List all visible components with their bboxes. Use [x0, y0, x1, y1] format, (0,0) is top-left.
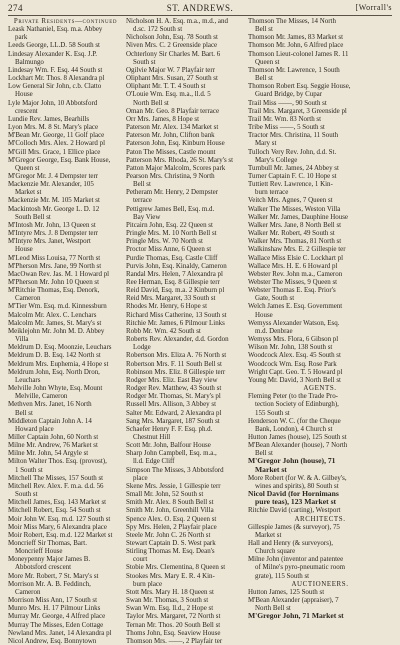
- entry-line: Bank, London), 4 Church st: [255, 424, 333, 433]
- entry-line: Moir Miss Mary, 6 Alexandra place: [8, 522, 107, 531]
- entry-line: court: [133, 555, 148, 564]
- entry-line: Lyon Mrs. M. 8 St. Mary's place: [8, 123, 99, 132]
- entry-line: burn place: [133, 579, 163, 588]
- entry-line: Low General Sir John, c.b. Clatto: [8, 82, 102, 91]
- entry-line: Meldrum D. Esq. Moonzie, Leuchars: [8, 343, 112, 352]
- entry-line: North Bell st: [133, 98, 169, 107]
- entry-line: Simpson The Misses, 3 Abbotsford: [126, 465, 224, 474]
- entry-line: Malcolm Mr. Alex. C. Lenchars: [8, 310, 97, 319]
- entry-line: Stirling Thomas M. Esq. Dean's: [126, 547, 215, 556]
- advert-entry-line: M'Gregor John (house), 71: [248, 457, 336, 466]
- entry-line: Henderson W. C. (for the Cheque: [248, 416, 341, 425]
- entry-line: Moncrieff House: [15, 547, 63, 556]
- entry-line: Hutton James (house), 125 South st: [248, 432, 347, 441]
- entry-line: Smith Mr. John, Greenhill Villa: [126, 506, 214, 515]
- entry-line: Milne Mr. Andrew, 76 Market st: [8, 441, 98, 450]
- entry-line: Wilson Mr. John, 138 South st: [248, 343, 333, 352]
- entry-line: Turnbull Mr. James, 24 Abbey st: [248, 163, 339, 172]
- entry-line: M'Intyre Mrs. J. 8 Dempster terr: [8, 229, 99, 238]
- advert-entry-line: Market st: [255, 465, 287, 474]
- entry-line: burn terrace: [255, 188, 289, 197]
- entry-line: Ochterlony Sir Charles M. Bart. 6: [126, 49, 221, 58]
- entry-line: Pearson Mrs. Christina, 9 North: [126, 171, 215, 180]
- entry-line: Gillespie James (& surveyor), 75: [248, 522, 340, 531]
- entry-line: Wright Capt. Geo. T. 5 Howard pl: [248, 367, 343, 376]
- entry-line: Lindesay Wm. F. Esq. 44 South st: [8, 65, 103, 74]
- entry-line: Woodcock Wm. Esq. Rose Park: [248, 359, 337, 368]
- entry-line: Swan Wm. Esq. ll.d., 2 Hope st: [126, 604, 214, 613]
- entry-line: Moir John W. Esq. m.d. 127 South st: [8, 514, 111, 523]
- entry-line: Market st: [255, 530, 282, 539]
- section-heading: AUCTIONEERS.: [291, 579, 349, 588]
- entry-line: M'Bean Alexander (house), 7 North: [248, 441, 348, 450]
- entry-line: Sang Mrs. Margaret, 187 South st: [126, 416, 220, 425]
- entry-line: Roberts Rev. Alexander, d.d. Gordon: [126, 335, 229, 344]
- entry-line: Petheram Mr. Henry, 2 Dempster: [126, 188, 219, 197]
- entry-line: m.d. Denbrae: [255, 326, 293, 335]
- entry-line: Walker Mr. James, Dauphine House: [248, 212, 349, 221]
- entry-line: Ree Herman, Esq. 8 Gillespie terr: [126, 278, 220, 286]
- entry-line: M'Gregor Mr. J. 4 Dempster terr: [8, 171, 99, 180]
- entry-line: Wemyss Mrs. Flora, 6 Gibson pl: [248, 335, 339, 344]
- entry-line: Mackenzie Mr. Alexander, 105: [8, 180, 94, 189]
- entry-line: Smith Mr. Alex. 8 South Bell st: [126, 498, 214, 507]
- entry-line: Randal Mrs. Helen, 7 Alexandra pl: [126, 269, 223, 278]
- entry-line: MacOwan Rev. Jas. M. 1 Howard pl: [8, 269, 110, 278]
- entry-line: 155 South st: [255, 408, 290, 417]
- entry-line: House: [255, 310, 273, 319]
- column-right: [248, 17, 392, 621]
- entry-line: Church square: [255, 547, 296, 556]
- entry-line: Paterson John, Esq. Kinburn House: [126, 139, 225, 148]
- entry-line: Miller Captain John, 60 North st: [8, 432, 99, 441]
- entry-line: Steele Mr. John C. 26 North st: [126, 530, 211, 539]
- entry-line: South st: [133, 57, 156, 66]
- entry-line: Walker Mr. Robert, 49 South st: [248, 229, 335, 238]
- column-left: [8, 17, 123, 645]
- entry-line: South st: [15, 490, 38, 499]
- entry-line: Malcolm Mr. James, St. Mary's st: [8, 318, 102, 327]
- entry-line: Mackintosh Mr. George L. D. 12: [8, 204, 100, 213]
- entry-line: Wallace Mrs. H. E. 6 Howard pl: [248, 261, 338, 270]
- advert-entry-line: pure teas), 123 Market st: [255, 498, 337, 507]
- entry-line: Skene Mrs. Jessie, 1 Gillespie terr: [126, 481, 221, 490]
- entry-line: Thomson Lieut-colonel James R. 11: [248, 49, 349, 58]
- entry-line: Ritchie David (carting), Westport: [248, 506, 341, 515]
- entry-line: Ternan Mr. Thos. 20 South Bell st: [126, 620, 221, 629]
- entry-line: Lodge: [133, 343, 151, 352]
- entry-line: Queen st: [15, 163, 40, 172]
- entry-line: Tuttiett Rev. Lawrence, 1 Kin-: [248, 180, 333, 189]
- entry-line: Robinson Mrs. Eliz. 8 Gillespie terr: [126, 367, 226, 376]
- entry-line: Lockhart Mr. Thos. 8 Alexandra pl: [8, 74, 105, 83]
- entry-line: House: [15, 90, 33, 99]
- entry-line: Reid David, Esq. m.a. 2 Kinburn pl: [126, 286, 225, 295]
- entry-line: Nicol Andrew, Esq. Bonnytown: [8, 636, 97, 645]
- entry-line: Wallace Miss Elsie C. Lockhart pl: [248, 253, 344, 262]
- entry-line: Middleton Captain John A. 14: [8, 416, 92, 425]
- entry-line: Leuchars: [15, 375, 41, 384]
- entry-line: Mitchell Robert, Esq. 54 South st: [8, 506, 101, 515]
- entry-line: Moneypenny Major James B.: [8, 555, 91, 564]
- entry-line: Niven Mrs. C. 2 Greenside place: [126, 41, 218, 50]
- entry-line: Purdie Thomas, Esq. Castle Cliff: [126, 253, 218, 262]
- entry-line: Leeds George, LL.D. 58 South st: [8, 41, 100, 50]
- entry-line: Stobie Mrs. Clementina, 8 Queen st: [126, 563, 226, 572]
- entry-line: Russell Mrs. Allison, 3 Abbey st: [126, 400, 217, 409]
- entry-line: More Robert (for W. & A. Gilbey's,: [248, 473, 347, 482]
- entry-line: Ritchie Mr. James, 6 Pilmour Links: [126, 318, 225, 327]
- column-middle: [126, 17, 244, 645]
- entry-line: Meiklejohn Mr. John M. D. Abbey: [8, 326, 105, 335]
- entry-line: Patterson Mrs. Rhoda, 26 St. Mary's st: [126, 155, 234, 164]
- entry-line: d.sc. 172 South st: [133, 25, 183, 34]
- entry-line: Pringle Mrs. M. 10 North Bell st: [126, 229, 217, 238]
- entry-line: Salter Mr. Edward, 2 Alexandra pl: [126, 408, 222, 417]
- entry-line: Lindesay Alexander K. Esq. J.P.: [8, 49, 98, 58]
- entry-line: 1 South st: [15, 465, 43, 474]
- entry-line: Schaefer Henry F. F. Esq. ph.d.: [126, 424, 213, 433]
- page-title: ST. ANDREWS.: [166, 3, 234, 13]
- entry-line: M'Ritchie Thomas, Esq. Denork,: [8, 286, 100, 295]
- entry-line: Fleming Peter (to the Trade Pro-: [248, 392, 338, 401]
- entry-line: Thoms John, Esq. Seaview House: [126, 628, 221, 637]
- entry-line: Ogilvie Major W. 7 Playfair terr: [126, 65, 216, 74]
- entry-line: South Bell st: [15, 212, 51, 221]
- entry-line: park: [15, 33, 28, 42]
- entry-line: place: [133, 473, 148, 482]
- entry-line: Hall and Henry (& surveyors),: [248, 539, 333, 547]
- advert-entry-line: Nicol David (for Hornimans: [248, 490, 339, 499]
- page-number: 274: [8, 3, 23, 13]
- entry-line: Market st: [15, 188, 42, 197]
- entry-line: Bell st: [255, 25, 273, 34]
- entry-line: Rodger Rev. Matthew, 43 South st: [126, 384, 222, 393]
- entry-line: Mitchell The Misses, 157 South st: [8, 473, 104, 482]
- entry-line: Sharp John Campbell, Esq. m.a.,: [126, 449, 217, 458]
- entry-line: Spence Alex. O. Esq. 2 Queen st: [126, 514, 217, 523]
- entry-line: Bell st: [133, 180, 151, 189]
- entry-line: Bell st: [255, 449, 273, 458]
- entry-line: Robb Mr. Wm. 42 South st: [126, 326, 201, 335]
- entry-line: Morrison Miss Ann, 17 South st: [8, 596, 98, 605]
- entry-line: Paterson Mr. John, Clifton bank: [126, 131, 215, 140]
- entry-line: Bay View: [133, 212, 161, 221]
- entry-line: Cameron: [15, 587, 41, 596]
- entry-line: Mary's College: [255, 155, 298, 164]
- entry-line: wines and spirits), 80 South st: [255, 481, 339, 490]
- entry-line: Howard place: [15, 424, 54, 433]
- section-heading: ARCHITECTS.: [294, 514, 346, 523]
- entry-line: Trail Mr. Wm. 83 North st: [248, 114, 322, 123]
- advert-entry-line: M'Gregor John, 71 Market st: [248, 612, 344, 621]
- entry-line: Murray The Misses, Eden Cottage: [8, 620, 104, 629]
- entry-line: More Mr. Robert, 7 St. Mary's st: [8, 571, 99, 580]
- entry-line: Veitch Mrs. Agnes, 7 Queen st: [248, 196, 333, 205]
- entry-line: Thomson Mrs. ——, 2 Playfair ter: [126, 636, 223, 645]
- entry-line: Walker Mrs. Jane, 8 North Bell st: [248, 220, 342, 229]
- entry-line: Morrison Mr. A. B. Feddinch,: [8, 579, 91, 588]
- entry-line: Taylor Mrs. Margaret, 72 North st: [126, 612, 221, 621]
- entry-line: M'Leod Miss Louisa, 77 North st: [8, 253, 101, 262]
- entry-line: Cameron: [15, 294, 41, 303]
- entry-line: Thomson Mr. James, 83 Market st: [248, 33, 343, 42]
- entry-line: Meldrum Mrs. Euphemia, 4 Hope st: [8, 359, 109, 368]
- entry-line: Mitchell James, Esq. 143 Market st: [8, 498, 107, 507]
- entry-line: crescent: [15, 106, 38, 115]
- entry-line: Oliphant Mrs. Susan, 27 South st: [126, 74, 218, 83]
- entry-line: Woodcock Alex. Esq. 45 South st: [248, 351, 341, 360]
- entry-line: Tulloch Very Rev. John, d.d. St.: [248, 147, 337, 156]
- entry-line: Lundie Rev. James, Bearhills: [8, 114, 90, 123]
- entry-line: Walker The Misses, Weston Villa: [248, 204, 341, 213]
- entry-line: Moir Robert, Esq. m.d. 122 Market st: [8, 530, 113, 539]
- entry-line: Turner Captain F. C. 10 Hope st: [248, 171, 337, 180]
- entry-line: Milne Mr. John, 54 Argyle st: [8, 449, 89, 458]
- entry-line: Nicholson H. A. Esq. m.a., m.d., and: [126, 17, 228, 25]
- entry-line: Pettigrew James Bell, Esq. m.d.: [126, 204, 215, 213]
- entry-line: terrace: [133, 196, 152, 205]
- entry-line: ll.d. Edge Cliff: [133, 457, 175, 466]
- entry-line: Munro Mrs. H. 17 Pilmour Links: [8, 604, 101, 613]
- entry-line: Leask Nathaniel, Esq. m.a. Abbey: [8, 25, 103, 34]
- entry-line: Guard Bridge, by Cupar: [255, 90, 323, 99]
- entry-line: Robertson Mrs. Eliza A. 76 North st: [126, 351, 227, 360]
- entry-line: Rhodes Mr. Henry, 6 Hope st: [126, 302, 208, 311]
- entry-line: Mary st: [255, 139, 277, 148]
- entry-line: Meldrum John, Esq. North Dron,: [8, 367, 100, 376]
- entry-line: Bell st: [15, 408, 33, 417]
- entry-line: Melville, Cameron: [15, 392, 68, 401]
- entry-line: M'Pherson Mr. John 10 Queen st: [8, 278, 100, 286]
- entry-line: Trail Mrs. Margaret, 3 Greenside pl: [248, 106, 347, 115]
- entry-line: Walker Mrs. Thomas, 81 North st: [248, 237, 342, 246]
- entry-line: Murray Mr. George, 4 Alfred place: [8, 612, 106, 621]
- section-heading: AGENTS.: [303, 384, 337, 393]
- entry-line: M'Intosh Mr. John, 13 Queen st: [8, 220, 96, 229]
- entry-line: grate), 115 South st: [255, 571, 310, 580]
- entry-line: Paton The Misses, Castle mount: [126, 147, 216, 156]
- entry-line: Methven Mrs. Janet, 16 North: [8, 400, 92, 409]
- entry-line: Wemyss Alexander Watson, Esq.: [248, 318, 340, 327]
- entry-line: Young Mr. David, 3 North Bell st: [248, 375, 341, 384]
- entry-line: Rodger Mr. Thomas, St. Mary's pl: [126, 392, 221, 401]
- entry-line: North Bell st: [255, 604, 291, 613]
- columns: [8, 17, 392, 645]
- entry-line: Rodger Mrs. Eliz. East Bay view: [126, 375, 218, 384]
- header-rule: [8, 15, 392, 16]
- entry-line: Swan Mr. Thomas, 3 South st: [126, 596, 209, 605]
- entry-line: M'Bean Alexander (appraiser), 7: [248, 596, 339, 605]
- entry-line: Balmungo: [15, 57, 44, 66]
- entry-line: M'Tier Wm. Esq. m.d. Kinnessburn: [8, 302, 107, 311]
- entry-line: Newland Mrs. Janet, 14 Alexandra pl: [8, 628, 112, 637]
- entry-line: Hutton James, 125 South st: [248, 587, 325, 596]
- entry-line: Moncrieff Sir Thomas, Bart.: [8, 539, 87, 547]
- entry-line: tection Society of Edinburgh),: [255, 400, 339, 409]
- entry-line: Purvis John, Esq. Kinaldy, Cameron: [126, 261, 227, 270]
- entry-line: Tribe Miss ——, 5 South st: [248, 123, 325, 132]
- entry-line: Walkinshaw Mrs. E. 2 Gillespie ter: [248, 245, 346, 254]
- entry-line: Stewart Captain D. S. West park: [126, 539, 216, 547]
- directory-name: [Worrall's: [355, 3, 392, 12]
- entry-line: Mackenzie Mr. M. 105 Market st: [8, 196, 100, 205]
- entry-line: M'Pherson Mrs. Jane, 99 North st: [8, 261, 102, 270]
- section-heading: Private Residents—continued: [13, 17, 118, 25]
- entry-line: Small Mr. John, 52 South st: [126, 490, 204, 499]
- entry-line: Mitchell Rev. Alex. F. m.a. d.d. 56: [8, 481, 104, 490]
- entry-line: of Milne's pyro-pneumatic room: [255, 563, 346, 572]
- entry-line: Lyle Major John, 10 Abbotsford: [8, 98, 98, 107]
- entry-line: Trail Miss ——, 90 South st: [248, 98, 327, 107]
- entry-line: Queen st: [255, 57, 280, 66]
- entry-line: Orr Mrs. James, 8 Hope st: [126, 114, 200, 123]
- entry-line: M'Gill Mrs. Grace, 1 Ellice place: [8, 147, 101, 156]
- entry-line: Abbotsford crescent: [15, 563, 72, 572]
- entry-line: O'Louie Wm. Esq. m.a., ll.d. 5: [126, 90, 211, 99]
- entry-line: Stookes Mrs. Mary E. R. 4 Kin-: [126, 571, 215, 580]
- entry-line: Chestnut Hill: [133, 432, 171, 441]
- entry-line: Thomson Mr. Lawrence, 1 South: [248, 65, 340, 74]
- entry-line: Milton Walter Thos. Esq. (provost),: [8, 457, 107, 466]
- entry-line: M'Bean Mr. George, 11 Golf place: [8, 131, 105, 140]
- entry-line: Robertson Mrs. F. 11 South Bell st: [126, 359, 222, 368]
- entry-line: M'Colloch Mrs. Alex. 2 Howard pl: [8, 139, 106, 148]
- entry-line: Webster Rev. John m.a., Cameron: [248, 269, 343, 278]
- entry-line: Melville John Whyte, Esq. Mount: [8, 384, 103, 393]
- entry-line: Pitcairn John, Esq. 22 Queen st: [126, 220, 213, 229]
- entry-line: Welch James E. Esq. Government: [248, 302, 343, 311]
- entry-line: Milne John (inventor and patentee: [248, 555, 344, 564]
- entry-line: Thomson The Misses, 14 North: [248, 17, 336, 25]
- entry-line: Reid Mrs. Margaret, 33 South st: [126, 294, 216, 303]
- entry-line: Gate, South st: [255, 294, 295, 303]
- entry-line: Paterson Mr. Alex. 134 Market st: [126, 123, 219, 132]
- entry-line: Bell st: [255, 74, 273, 83]
- entry-line: Webster The Misses, 9 Queen st: [248, 278, 338, 286]
- entry-line: Oliphant Mr. T. T. 4 South st: [126, 82, 206, 91]
- entry-line: Villa: [15, 335, 29, 344]
- entry-line: Richard Miss Catherine, 13 South st: [126, 310, 227, 319]
- entry-line: Proctor Miss Anne, 6 Queen st: [126, 245, 212, 254]
- entry-line: Scott Mr. John, Balfour House: [126, 441, 211, 450]
- entry-line: Pringle Mrs. W. 70 North st: [126, 237, 203, 246]
- entry-line: Stott Mrs. Mary H. 18 Queen st: [126, 587, 214, 596]
- entry-line: Thomson Mr. John, 6 Alfred place: [248, 41, 344, 50]
- entry-line: M'Gregor George, Esq. Bank House,: [8, 155, 111, 164]
- entry-line: Spy Mrs. Helen, 2 Playfair place: [126, 522, 217, 531]
- entry-line: Tractor Mrs. Christina, 11 South: [248, 131, 339, 140]
- entry-line: Webster Thomas E. Esq. Prior's: [248, 286, 336, 295]
- entry-line: House: [15, 245, 33, 254]
- entry-line: Patton Major Malcolm, Scores park: [126, 163, 226, 172]
- entry-line: Meldrum D. B. Esq. 142 North st: [8, 351, 101, 360]
- entry-line: Thomson Robert Esq. Seggie House,: [248, 82, 351, 91]
- entry-line: Nicholson John, Esq. 78 South st: [126, 33, 218, 42]
- entry-line: M'Intyre Mrs. Janet, Westport: [8, 237, 91, 246]
- entry-line: Oman Mr. Geo. 8 Playfair terrace: [126, 106, 220, 115]
